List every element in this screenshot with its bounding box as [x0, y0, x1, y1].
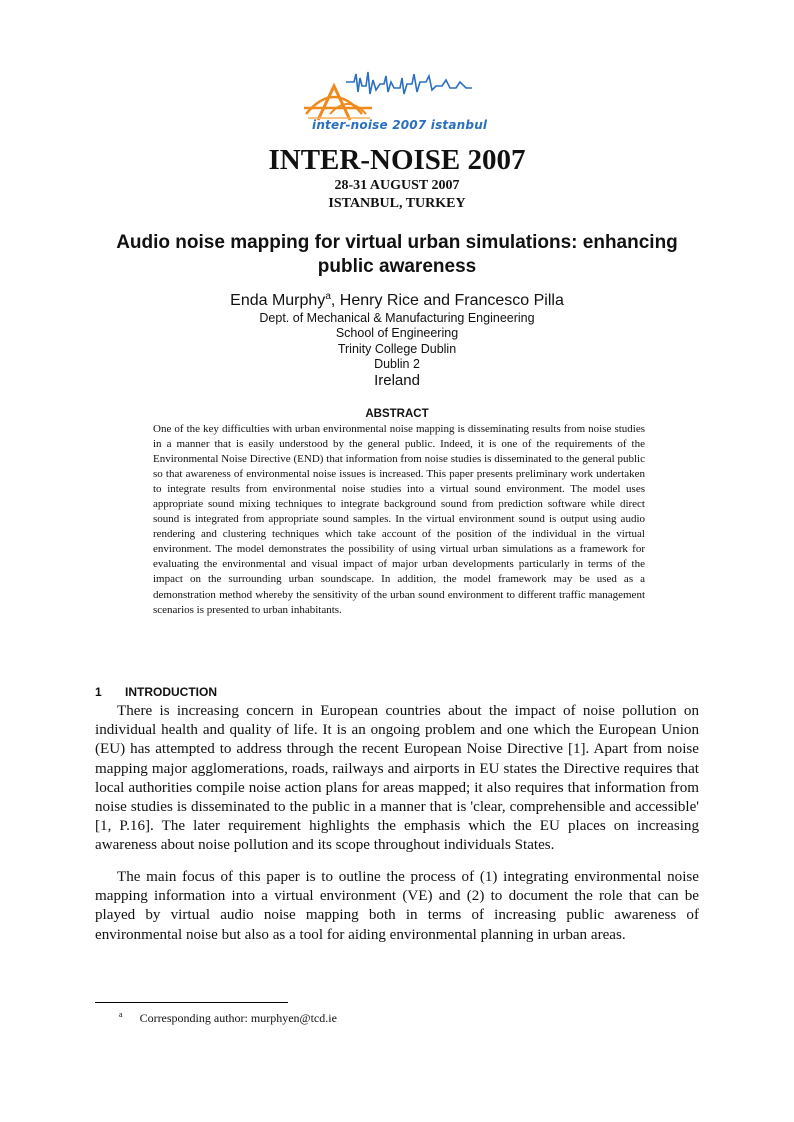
abstract-text: One of the key difficulties with urban environmental noise mapping is disseminating results from noise studies in a manner that is easily understood by the general public. Indeed, it is one of the requirements of the Environmental Noise Directive (END) that information from noise studies is disseminated to the general public so that awareness of environmental noise issues is increased. This paper presents preliminary work undertaken to integrate results from environmental noise studies into a virtual sound environment. The model uses appropriate sound mixing techniques to integrate background sound from prediction software while direct sound is integrated from appropriate sound samples. In the virtual environment sound is output using audio rendering and clustering techniques which take account of the position of the individual in the virtual environment. The model demonstrates the possibility of using virtual urban simulations as a framework for evaluating the environmental and visual impact of major urban developments particularly in terms of the impact on the surrounding urban soundscape. In addition, the model framework may be used as a demonstration method whereby the sensitivity of the urban sound environment to different traffic management scenarios is presented to urban inhabitants. [153, 423, 645, 616]
bridge-icon [304, 86, 372, 120]
conference-title: INTER-NOISE 2007 [268, 144, 526, 176]
author-mark: a [325, 291, 331, 302]
co-authors: , Henry Rice and Francesco Pilla [330, 292, 564, 309]
footnote [119, 1010, 337, 1026]
footnote-mark: a [119, 1010, 123, 1019]
logo-caption: inter-noise 2007 istanbul [312, 118, 488, 132]
abstract-heading: ABSTRACT [365, 408, 429, 420]
paper-title: Audio noise mapping for virtual urban simulations: enhancing public awareness [116, 232, 678, 277]
body-paragraph: There is increasing concern in European countries about the impact of noise pollution on individual health and quality of life. It is an ongoing problem and one which the European Union (EU) has attempted to address through the recent European Noise Directive [1]. Apart from noise mapping major agglomerations, roads, railways and airports in EU states the Directive requires that local authorities compile noise action plans for areas mapped; it also requires that information from noise studies is disseminated to the public in a manner that is 'clear, comprehensible and accessible' [1, P.16]. The later requirement highlights the emphasis which the EU places on increasing awareness about noise pollution and its scope throughout individuals States. [95, 703, 699, 854]
affiliation-line: School of Engineering [335, 326, 459, 340]
section-heading [95, 685, 217, 700]
affiliation-line: Trinity College Dublin [337, 342, 457, 356]
author-list [0, 291, 794, 311]
affiliation-country: Ireland [374, 372, 420, 389]
section-title: INTRODUCTION [125, 685, 217, 699]
conference-date: 28-31 AUGUST 2007 [334, 178, 460, 193]
footnote-divider [95, 1002, 288, 1003]
affiliation-line: Dublin 2 [374, 357, 420, 371]
body-paragraph: The main focus of this paper is to outline the process of (1) integrating environmental noise mapping information into a virtual environment (VE) and (2) to document the role that can be played by virtual audio noise mapping both in terms of increasing public awareness of environmental noise but also as a tool for aiding environmental planning in urban areas. [95, 869, 699, 943]
affiliation-line: Dept. of Mechanical & Manufacturing Engineering [259, 311, 535, 325]
lead-author: Enda Murphy [230, 292, 326, 309]
waveform-icon [346, 72, 472, 94]
footnote-text: Corresponding author: murphyen@tcd.ie [139, 1011, 337, 1025]
section-number: 1 [95, 685, 102, 699]
conference-location: ISTANBUL, TURKEY [328, 196, 466, 211]
